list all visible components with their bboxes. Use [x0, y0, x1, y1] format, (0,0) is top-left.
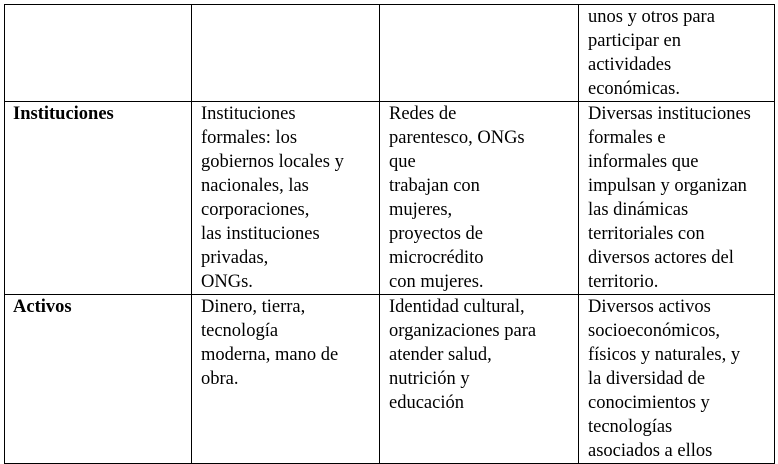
table-cell: Instituciones formales: los gobiernos locales y nacionales, las corporaciones, las instituciones privadas, ONGs.: [192, 102, 380, 295]
row-header-cell: [5, 5, 192, 102]
table-cell: Diversos activos socioeconómicos, físicos y naturales, y la diversidad de conocimientos y tecnologías asociados a ellos: [579, 295, 775, 464]
table-cell: [380, 5, 579, 102]
table-row: [5, 5, 775, 102]
table-cell: Redes de parentesco, ONGs que trabajan con mujeres, proyectos de microcrédito con mujeres.: [380, 102, 579, 295]
table-cell: [192, 5, 380, 102]
table-row: [5, 295, 775, 464]
document-table: [4, 4, 775, 464]
table-row: [5, 102, 775, 295]
table-cell: unos y otros para participar en actividades económicas.: [579, 5, 775, 102]
row-header-cell: Instituciones: [5, 102, 192, 295]
table-cell: Dinero, tierra, tecnología moderna, mano de obra.: [192, 295, 380, 464]
table-cell: Identidad cultural, organizaciones para atender salud, nutrición y educación: [380, 295, 579, 464]
table-cell: Diversas instituciones formales e informales que impulsan y organizan las dinámicas territoriales con diversos actores del territorio.: [579, 102, 775, 295]
row-header-cell: Activos: [5, 295, 192, 464]
